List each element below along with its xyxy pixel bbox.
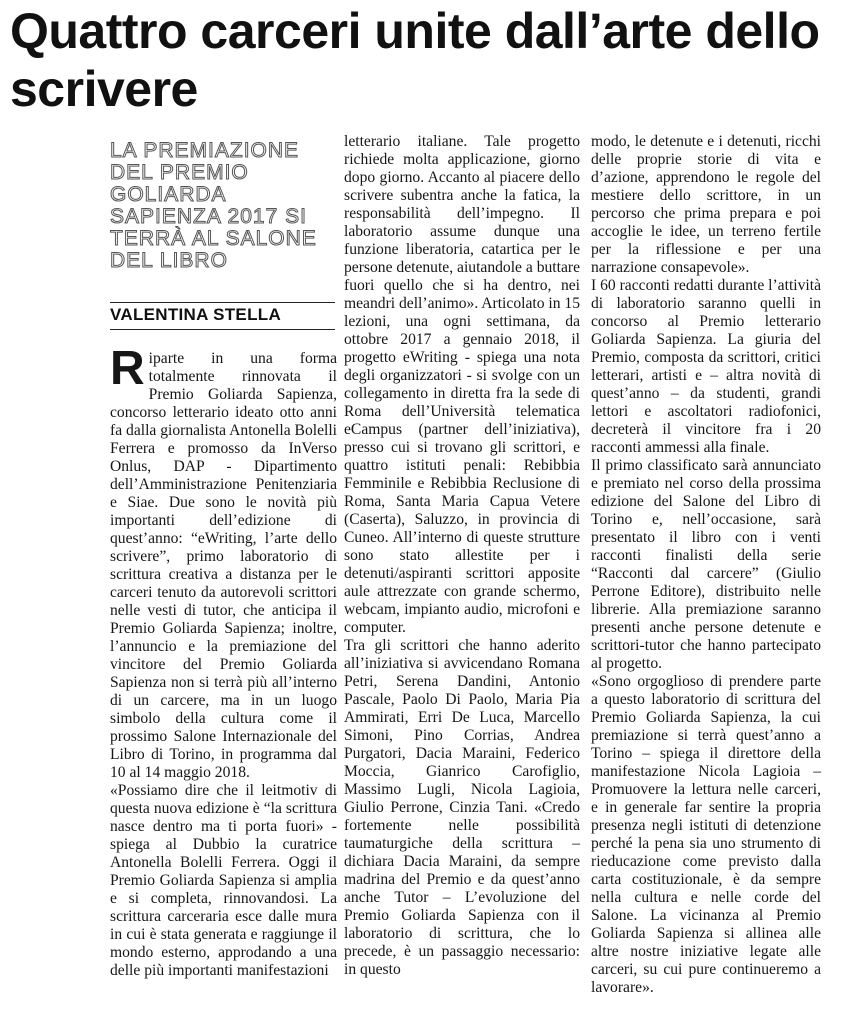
paragraph: letterario italiane. Tale progetto richiede molta applicazione, giorno dopo giorno. Accanto al piacere dello scrivere subentra anche la fatica, la responsabilità dell’impegno. Il laboratorio assume dunque una funzione liberatoria, catartica per le persone detenute, aiutandole a buttare fuori quello che si ha dentro, nei meandri dell’animo». Articolato in 15 lezioni, una ogni settimana, da ottobre 2017 a gennaio 2018, il progetto eWriting - spiega una nota degli organizzatori - si svolge con un collegamento in diretta fra la sede di Roma dell’Università telematica eCampus (partner dell’iniziativa), presso cui si trovano gli scrittori, e quattro istituti penali: Rebibbia Femminile e Rebibbia Reclusione di Roma, Santa Maria Capua Vetere (Caserta), Saluzzo, in provincia di Cuneo. All’interno di queste strutture sono stato allestite per i detenuti/aspiranti scrittori apposite aule attrezzate con grande schermo, webcam, impianto audio, microfoni e computer. <box>344 133 581 636</box>
byline-top-rule <box>110 302 335 303</box>
paragraph-text: iparte in una forma totalmente rinnovata il Premio Goliarda Sapienza, concorso letterario ideato otto anni fa dalla giornalista Antonella Bolelli Ferrera e promosso da InVerso Onlus, DAP - Dipartimento dell’Amministrazione Penitenziaria e Siae. Due sono le novità più importanti dell’edizione di quest’anno: “eWriting, l’arte dello scrivere”, primo laboratorio di scrittura creativa a distanza per le carceri tenuto da autorevoli scrittori nelle vesti di tutor, che anticipa il Premio Goliarda Sapienza; inoltre, l’annuncio e la premiazione del vincitore del Premio Goliarda Sapienza non si terrà più all’interno di un carcere, ma in un luogo simbolo della cultura come il prossimo Salone Internazionale del Libro di Torino, in programma dal 10 al 14 maggio 2018. <box>110 350 337 781</box>
paragraph: I 60 racconti redatti durante l’attività di laboratorio saranno quelli in concorso al Premio letterario Goliarda Sapienza. La giuria del Premio, composta da scrittori, critici letterari, artisti e – altra novità di quest’anno – da studenti, grandi lettori e ascoltatori radiofonici, decreterà il vincitore fra i 20 racconti ammessi alla finale. <box>591 277 821 456</box>
paragraph: «Sono orgoglioso di prendere parte a questo laboratorio di scrittura del Premio Goliarda Sapienza, la cui premiazione si terrà quest’anno a Torino – spiega il direttore della manifestazione Nicola Lagioia – Promuovere la lettura nelle carceri, e in generale far sentire la propria presenza negli istituti di detenzione perché la pena sia uno strumento di rieducazione come previsto dalla carta costituzionale, è da sempre nella cultura e nelle corde del Salone. La vicinanza al Premio Goliarda Sapienza si allinea alle altre nostre iniziative legate alle carceri, su cui pure continueremo a lavorare». <box>591 673 821 996</box>
paragraph <box>110 342 337 782</box>
kicker: LA PREMIAZIONE DEL PREMIO GOLIARDA SAPIENZA 2017 SI TERRÀ AL SALONE DEL LIBRO <box>110 139 317 272</box>
article-column-1 <box>110 342 337 980</box>
paragraph: «Possiamo dire che il leitmotiv di questa nuova edizione è “la scrittura nasce dentro ma ti porta fuori» - spiega al Dubbio la curatrice Antonella Bolelli Ferrera. Oggi il Premio Goliarda Sapienza si amplia e si completa, rinnovandosi. La scrittura carceraria esce dalle mura in cui è stata generata e raggiunge il mondo esterno, approdando a una delle più importanti manifestazioni <box>110 782 337 979</box>
byline: VALENTINA STELLA <box>110 305 282 324</box>
paragraph: Tra gli scrittori che hanno aderito all’iniziativa si avvicendano Romana Petri, Serena Dandini, Antonio Pascale, Paolo Di Paolo, Maria Pia Ammirati, Erri De Luca, Marcello Simoni, Pino Corrias, Andrea Purgatori, Dacia Maraini, Federico Moccia, Gianrico Carofiglio, Massimo Lugli, Nicola Lagioia, Giulio Perrone, Cinzia Tani. «Credo fortemente nelle possibilità taumaturgiche della scrittura – dichiara Dacia Maraini, da sempre madrina del Premio e da quest’anno anche Tutor – L’evoluzione del Premio Goliarda Sapienza con il laboratorio di scrittura, che lo precede, è un passaggio necessario: in questo <box>344 637 580 978</box>
paragraph: modo, le detenute e i detenuti, ricchi delle proprie storie di vita e d’azione, apprendono le regole del mestiere dello scrittore, in un percorso che prima prepara e poi accoglie le idee, un terreno fertile per la riflessione e per una narrazione consapevole». <box>591 133 821 276</box>
drop-cap: R <box>110 342 145 395</box>
byline-bottom-rule <box>110 329 335 330</box>
paragraph: Il primo classificato sarà annunciato e premiato nel corso della prossima edizione del Salone del Libro di Torino e, nell’occasione, sarà presentato il libro con i venti racconti finalisti della serie “Racconti dal carcere” (Giulio Perrone Editore), distribuito nelle librerie. Alla premiazione saranno presenti anche persone detenute e scrittori-tutor che hanno partecipato al progetto. <box>591 457 821 672</box>
article-column-2 <box>344 133 580 979</box>
headline: Quattro carceri unite dall’arte dello scrivere <box>10 3 820 117</box>
article-column-3 <box>591 133 821 997</box>
